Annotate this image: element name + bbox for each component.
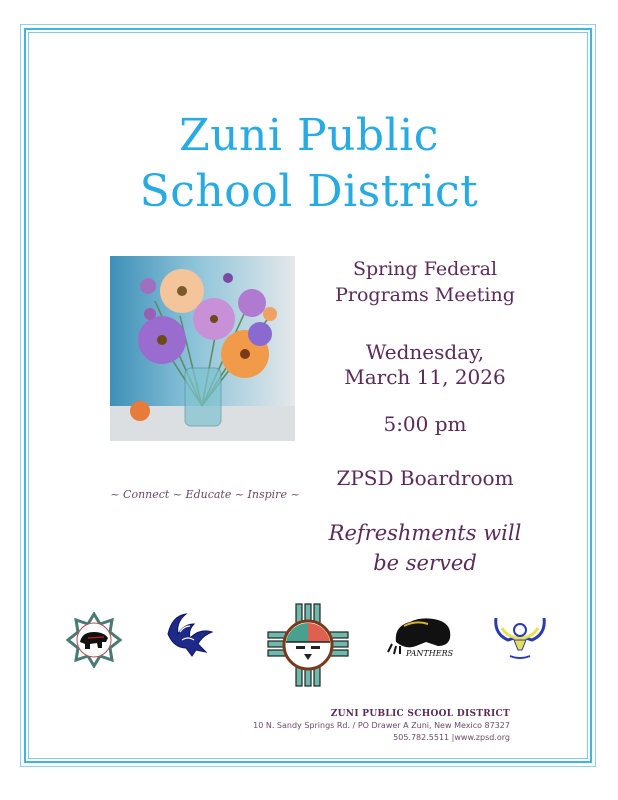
title-line-1: Zuni Public [179, 110, 439, 161]
svg-text:PANTHERS: PANTHERS [406, 649, 454, 658]
event-date-line-2: March 11, 2026 [344, 365, 506, 389]
panthers-mascot-icon [386, 612, 456, 664]
title-line-2: School District [139, 166, 479, 217]
event-title [310, 256, 540, 308]
footer-contact: 505.782.5511 |www.zpsd.org [393, 733, 510, 742]
note-line-2: be served [373, 551, 477, 575]
event-title-line-1: Spring Federal [352, 258, 498, 280]
refreshments-note [310, 518, 540, 578]
footer-address: 10 N. Sandy Springs Rd. / PO Drawer A Zuni, New Mexico 87327 [253, 721, 510, 730]
zia-sun-face-icon [266, 602, 350, 692]
district-title [0, 108, 618, 220]
flowers-in-vase-painting [110, 256, 295, 441]
note-line-1: Refreshments will [328, 521, 522, 545]
event-title-line-2: Programs Meeting [335, 284, 515, 306]
event-date [310, 340, 540, 390]
tagline: ~ Connect ~ Educate ~ Inspire ~ [110, 488, 300, 501]
event-date-line-1: Wednesday, [365, 340, 485, 364]
footer-district-name: ZUNI PUBLIC SCHOOL DISTRICT [330, 709, 510, 719]
event-time: 5:00 pm [383, 412, 467, 436]
bear-emblem-icon [66, 612, 122, 672]
eagle-mascot-icon [162, 612, 214, 662]
thunderbird-icon [492, 614, 548, 666]
event-location: ZPSD Boardroom [336, 466, 514, 490]
